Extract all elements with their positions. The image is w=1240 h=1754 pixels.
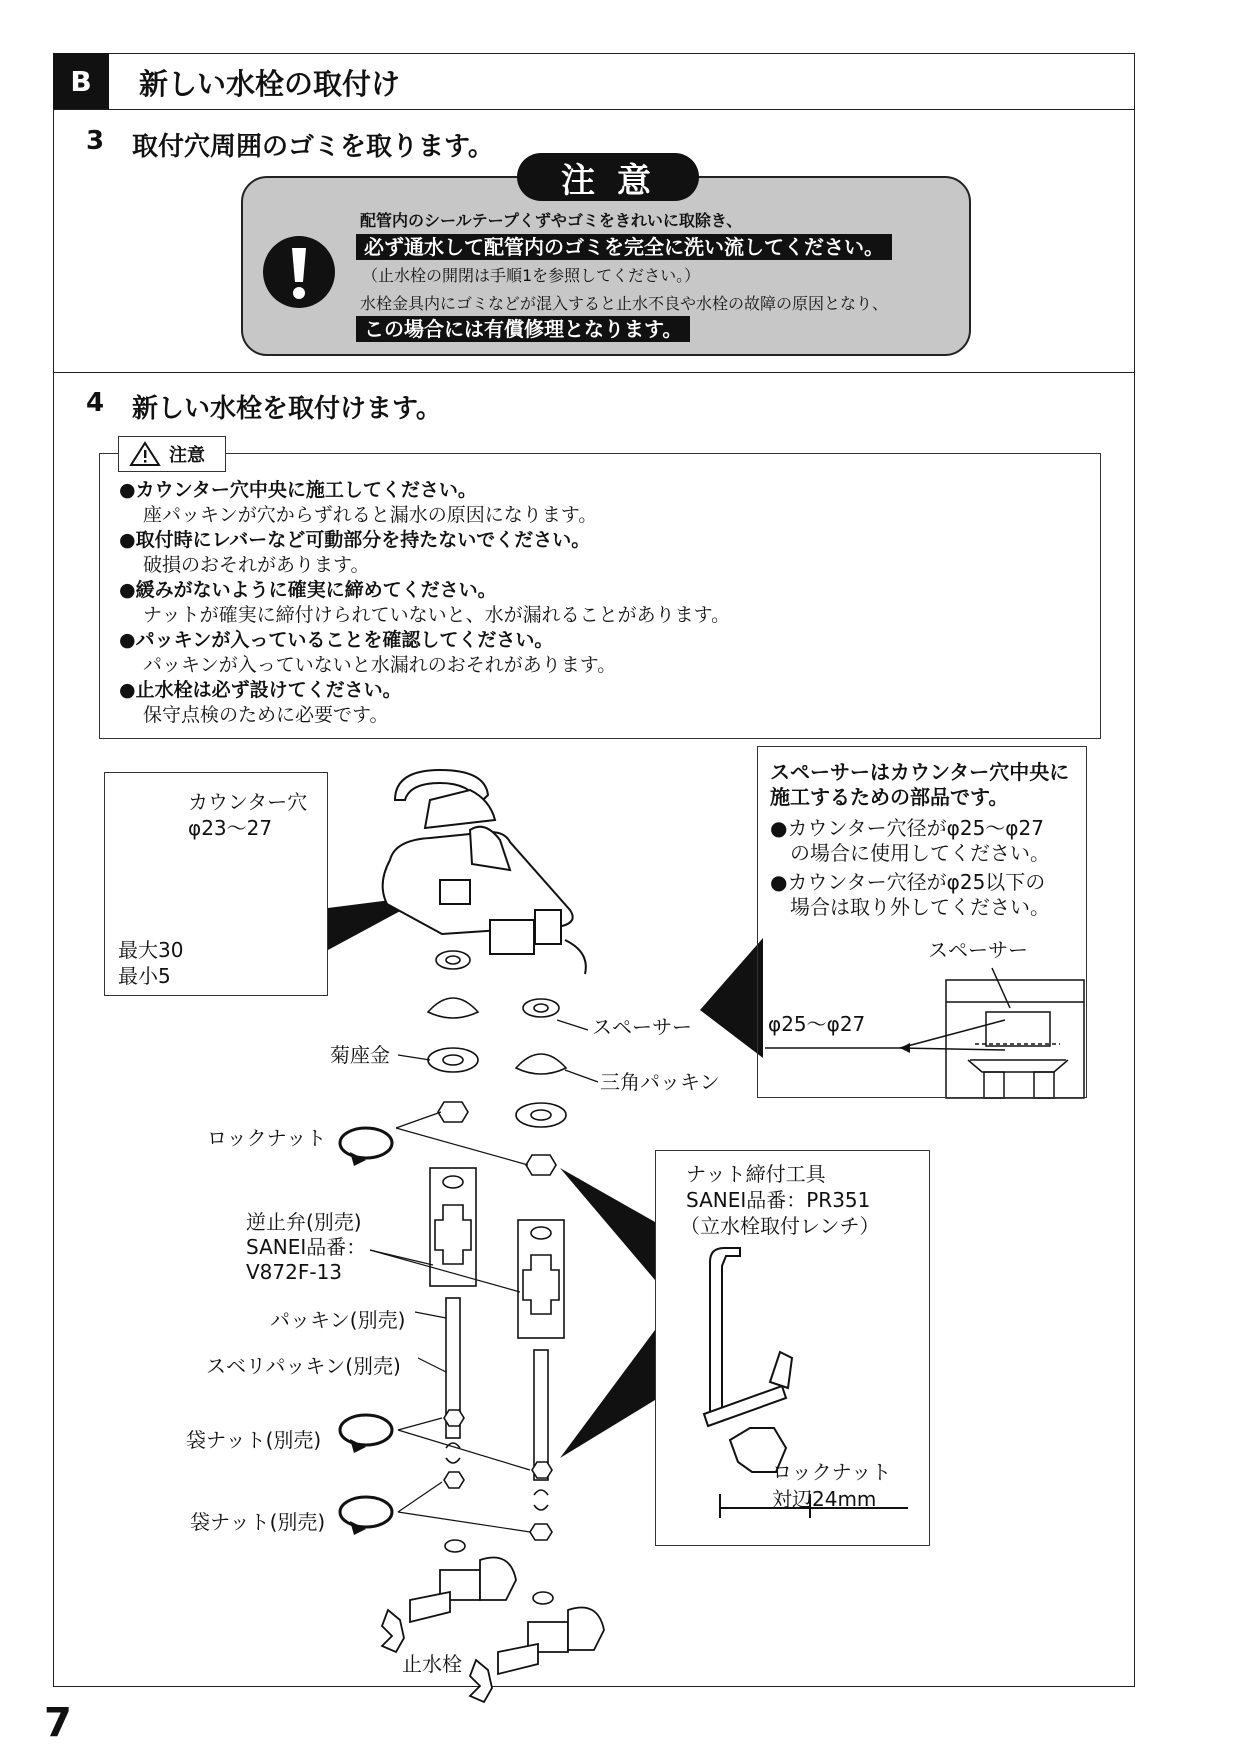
slip-packing-label: スベリパッキン(別売) — [206, 1354, 401, 1378]
counter-max-thickness: 最大30 — [118, 938, 184, 962]
spacer-bullet2a: ●カウンター穴径がφ25以下の — [770, 870, 1046, 894]
notes-tab-label: 注意 — [169, 445, 205, 466]
caution-line5: この場合には有償修理となります。 — [356, 316, 690, 342]
packing-label: パッキン(別売) — [270, 1308, 406, 1332]
spacer-bullet2b: 場合は取り外してください。 — [790, 895, 1050, 919]
counter-hole-label: カウンター穴 — [188, 790, 308, 814]
spacer-info-line1: スペーサーはカウンター穴中央に — [770, 760, 1070, 784]
tool-name: ナット締付工具 — [686, 1162, 826, 1186]
note-sub: 破損のおそれがあります。 — [143, 554, 370, 576]
check-valve-label2: SANEI品番： — [246, 1235, 367, 1259]
check-valve-label3: V872F-13 — [246, 1260, 343, 1284]
step3-text: 取付穴周囲のゴミを取ります。 — [132, 132, 494, 162]
right-parts-stack — [516, 999, 566, 1604]
spacer-detail-dimension: φ25～φ27 — [768, 1012, 866, 1036]
note-main: ●取付時にレバーなど可動部分を持たないでください。 — [119, 529, 591, 551]
spacer-bullet1a: ●カウンター穴径がφ25～φ27 — [770, 816, 1044, 840]
note-sub: 保守点検のために必要です。 — [143, 704, 389, 726]
caution-title: 注意 — [517, 153, 699, 201]
step4-text: 新しい水栓を取付けます。 — [132, 394, 442, 424]
tool-locknut-label: ロックナット — [772, 1460, 892, 1484]
kiku-washer-label: 菊座金 — [330, 1043, 390, 1067]
section-title: 新しい水栓の取付け — [139, 67, 401, 101]
counter-min-thickness: 最小5 — [118, 964, 171, 988]
spacer-callout-wedge — [700, 938, 763, 1058]
note-main: ●止水栓は必ず設けてください。 — [119, 679, 402, 701]
cap-nut-label2: 袋ナット(別売) — [190, 1510, 326, 1534]
triangle-packing-label: 三角パッキン — [600, 1070, 720, 1094]
note-sub: パッキンが入っていないと水漏れのおそれがあります。 — [143, 654, 617, 676]
spacer-part-label: スペーサー — [592, 1015, 692, 1039]
tool-description: （立水栓取付レンチ） — [680, 1214, 880, 1238]
cap-nut-label1: 袋ナット(別売) — [186, 1428, 322, 1452]
stop-valve-label: 止水栓 — [402, 1652, 462, 1676]
note-main: ●カウンター穴中央に施工してください。 — [119, 479, 477, 501]
note-main: ●緩みがないように確実に締めてください。 — [119, 579, 497, 601]
note-sub: ナットが確実に締付けられていないと、水が漏れることがあります。 — [143, 604, 731, 626]
caution-line3: （止水栓の開閉は手順1を参照してください。） — [362, 266, 701, 285]
section-badge: B — [53, 53, 109, 109]
tool-callout-wedge-bottom — [560, 1330, 655, 1458]
spacer-detail-label: スペーサー — [928, 938, 1028, 962]
caution-line4: 水栓金具内にゴミなどが混入すると止水不良や水栓の故障の原因となり、 — [360, 294, 889, 313]
step3-number: 3 — [86, 126, 105, 156]
stop-valves — [382, 1558, 604, 1703]
tool-callout-wedge-top — [560, 1168, 655, 1280]
caution-line2: 必ず通水して配管内のゴミを完全に洗い流してください。 — [356, 234, 892, 260]
check-valve-label1: 逆止弁(別売) — [246, 1210, 362, 1234]
caution-line1: 配管内のシールテープくずやゴミをきれいに取除き、 — [360, 211, 743, 230]
spacer-info-line2: 施工するための部品です。 — [770, 785, 1009, 809]
tool-locknut-size: 対辺24mm — [772, 1487, 877, 1511]
spacer-bullet1b: の場合に使用してください。 — [790, 841, 1050, 865]
note-main: ●パッキンが入っていることを確認してください。 — [119, 629, 554, 651]
step4-number: 4 — [86, 388, 105, 418]
page-number: 7 — [44, 1700, 72, 1746]
faucet-body — [383, 770, 586, 974]
counter-hole-diameter: φ23～27 — [188, 816, 273, 840]
note-sub: 座パッキンが穴からずれると漏水の原因になります。 — [143, 504, 598, 526]
locknut-label: ロックナット — [207, 1126, 327, 1150]
tool-part-number: SANEI品番：PR351 — [686, 1188, 871, 1212]
left-parts-stack — [428, 951, 478, 1552]
